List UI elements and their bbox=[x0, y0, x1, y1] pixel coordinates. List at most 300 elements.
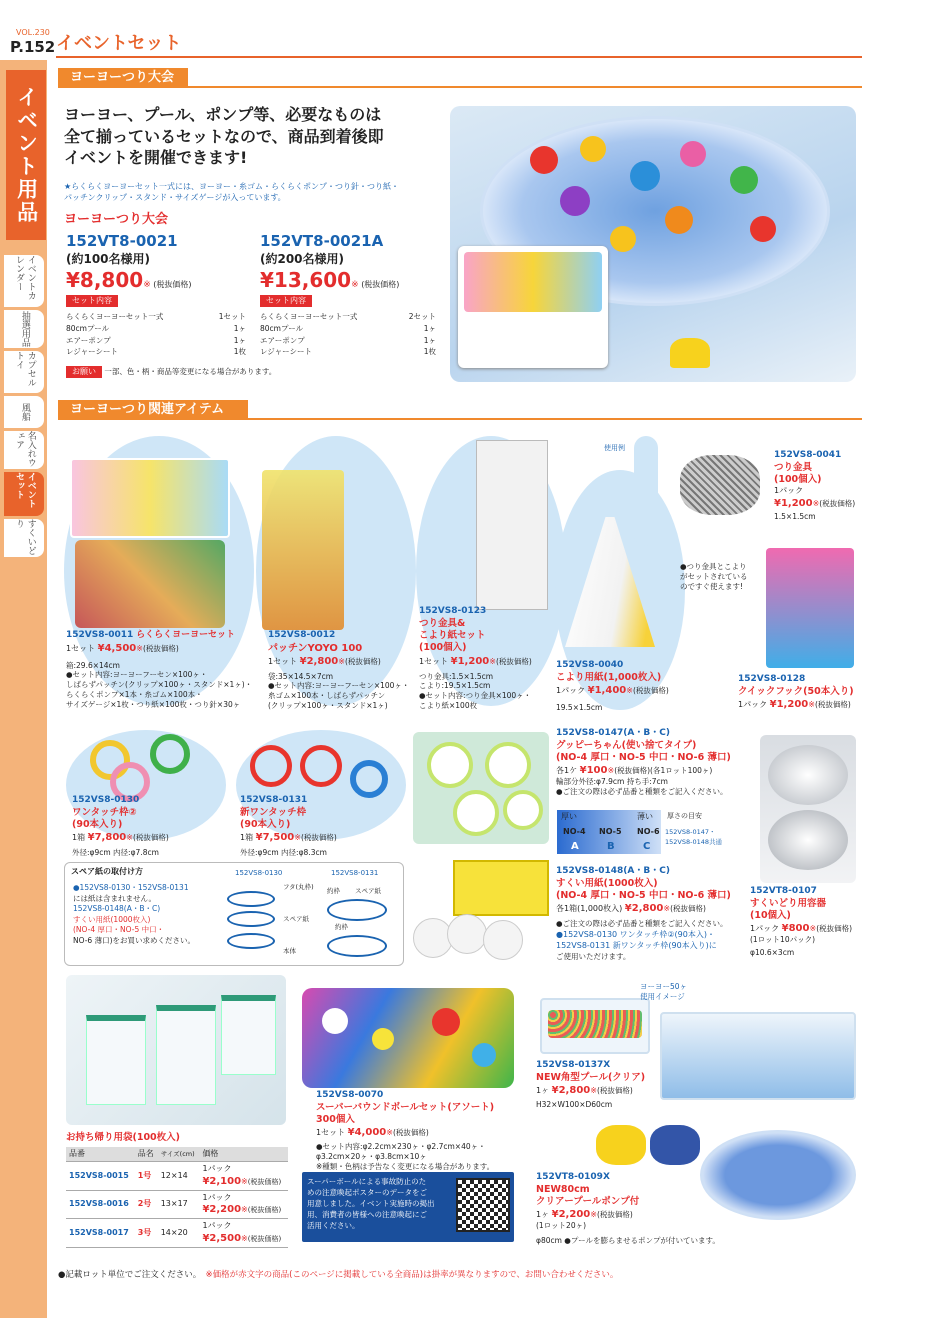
cell-price: ¥2,100 bbox=[202, 1175, 242, 1187]
product-size: 外径:φ9cm 内径:φ7.8cm bbox=[72, 848, 159, 858]
product-size: 外径:φ9cm 内径:φ8.3cm bbox=[240, 848, 327, 858]
thick-label: 厚い bbox=[561, 812, 577, 821]
pump-icon bbox=[596, 1125, 646, 1165]
diagram-ring bbox=[327, 899, 387, 921]
ball-icon bbox=[472, 1043, 496, 1067]
product-price: ¥100 bbox=[579, 765, 608, 777]
product-qty: 1セット bbox=[316, 1128, 346, 1138]
note-line: ●つり金具とこより bbox=[680, 562, 747, 571]
product-name: (100個入) bbox=[419, 642, 467, 654]
set-item: らくらくヨーヨーセット一式 1セット bbox=[66, 312, 246, 322]
scoop-frame bbox=[150, 734, 190, 774]
product-name: すくい用紙(1000枚入) bbox=[556, 877, 658, 889]
section-rule bbox=[58, 86, 862, 88]
product-price: ¥2,800 bbox=[624, 903, 664, 915]
diagram-ring bbox=[227, 933, 275, 949]
product-price: ¥800 bbox=[781, 923, 810, 935]
set-a: 152VT8-0021 (約100名様用) ¥8,800※ (税抜価格) セット内容 らくらくヨーヨーセット一式 1セット 80cmプール 1ヶ エアーポンプ 1ヶ レジャーシート 1枚 bbox=[66, 232, 246, 357]
guppy-net bbox=[503, 790, 543, 830]
set-a-label: セット内容 bbox=[66, 295, 118, 307]
product-onetouch-2: 152VS8-0130 ワンタッチ枠② (90本入り) 1箱 ¥7,800※(税抜価格) 外径:φ9cm 内径:φ7.8cm bbox=[72, 795, 232, 858]
product-detail: ご使用いただけます。 bbox=[556, 951, 631, 961]
bounce-ball-photo bbox=[302, 988, 514, 1088]
product-qty: 各1ケ bbox=[556, 766, 578, 776]
product-detail: ●セット内容:つり金具×100ヶ・ bbox=[419, 691, 532, 701]
poster-line: 活用ください。 bbox=[307, 1220, 360, 1230]
usage-label: 使用例 bbox=[604, 444, 625, 452]
product-tax: (税抜価格) bbox=[816, 924, 853, 934]
set-item: らくらくヨーヨーセット一式 2セット bbox=[260, 312, 436, 322]
intro-line: イベントを開催できます! bbox=[64, 148, 248, 168]
product-qty: 1パック bbox=[750, 924, 780, 934]
product-qty: 1ヶ bbox=[536, 1086, 550, 1096]
yoyo-balloon bbox=[530, 146, 558, 174]
product-qty: 1パック bbox=[556, 686, 586, 696]
product-tax: (税抜価格) bbox=[142, 643, 179, 653]
col-name: 品名 bbox=[135, 1147, 158, 1162]
set-item: 80cmプール 1ヶ bbox=[66, 324, 246, 334]
grade-c: C bbox=[643, 841, 651, 852]
spare-line: ●152VS8-0130・152VS8-0131 bbox=[73, 883, 189, 892]
notice-row bbox=[66, 366, 276, 378]
set-item: 80cmプール 1ヶ bbox=[260, 324, 436, 334]
header-rule bbox=[56, 56, 862, 58]
thin-label: 薄い bbox=[637, 812, 653, 821]
product-name: クリアープールポンプ付 bbox=[536, 1196, 640, 1208]
product-name: クイックフック(50本入り) bbox=[738, 685, 854, 697]
bags-table bbox=[66, 1147, 288, 1248]
quick-hook-pack bbox=[766, 548, 854, 668]
product-detail: 糸ゴム×100本・しばらずパッチン bbox=[268, 691, 386, 701]
product-tax: (税抜価格) bbox=[392, 1128, 429, 1138]
col-code: 品番 bbox=[66, 1147, 135, 1162]
folded-pool-icon bbox=[650, 1125, 700, 1165]
cell-tax: (税抜価格) bbox=[247, 1177, 282, 1186]
scoop-paper-box bbox=[453, 860, 549, 916]
product-code: 152VS8-0131 bbox=[240, 795, 308, 805]
bag-icon bbox=[86, 1015, 146, 1105]
hook-pile bbox=[680, 455, 760, 515]
box-graphic bbox=[464, 252, 602, 312]
product-detail: ●ご注文の際は必ず品番と種類をご記入ください。 bbox=[556, 787, 728, 797]
product-quick-hook: 152VS8-0128 クイックフック(50本入り) 1パック ¥1,200※(税抜価格) bbox=[738, 674, 863, 711]
poster-line: スーパーボールによる事故防止のた bbox=[307, 1177, 427, 1186]
pool-large bbox=[660, 1012, 856, 1100]
table-header bbox=[66, 1147, 288, 1162]
product-name: (100個入) bbox=[774, 474, 822, 486]
set-b-sub: (約200名様用) bbox=[260, 251, 345, 266]
spare-line: NO-6 薄口)をお買い求めください。 bbox=[73, 935, 196, 945]
product-detail: 袋:35×14.5×7cm bbox=[268, 671, 334, 681]
product-name: 300個入 bbox=[316, 1114, 355, 1126]
tab-event-calendar[interactable]: イベントカレンダー bbox=[4, 255, 44, 307]
cell-code: 152VS8-0015 bbox=[66, 1162, 135, 1190]
set-a-items bbox=[66, 311, 246, 358]
yoyo-set-box bbox=[70, 458, 230, 538]
footer-red-text: ※価格が赤文字の商品(このページに掲載している全商品)は掛率が異なりますので、お問い合わせください。 bbox=[205, 1270, 619, 1280]
bags-photo bbox=[66, 975, 286, 1125]
part-label: 約枠 bbox=[335, 923, 348, 931]
set-box-photo bbox=[458, 246, 608, 368]
product-name: (10個入) bbox=[750, 910, 791, 922]
grade-a: A bbox=[571, 841, 579, 852]
product-hook: 152VS8-0041 つり金具 (100個入) 1パック ¥1,200※(税抜価格) 1.5×1.5cm bbox=[774, 450, 864, 522]
product-tax: (税抜価格) bbox=[344, 656, 381, 666]
product-new-onetouch: 152VS8-0131 新ワンタッチ枠 (90本入り) 1箱 ¥7,500※(税抜価格) 外径:φ9cm 内径:φ8.3cm bbox=[240, 795, 400, 858]
spare-text bbox=[73, 883, 223, 946]
product-qty: 1ヶ bbox=[536, 1210, 550, 1220]
round-pool bbox=[700, 1130, 856, 1220]
intro-note bbox=[64, 181, 399, 203]
yoyo-balloon bbox=[560, 186, 590, 216]
product-hook-kogori-set: 152VS8-0123 つり金具& こより紙セット (100個入) 1セット ¥1,200※(税抜価格) つり金具:1.5×1.5cm こより:19.5×1.5cm ●セット内容:つり金具×100ヶ・ こより紙×100枚 bbox=[419, 606, 559, 711]
product-price: ¥4,500 bbox=[97, 642, 137, 654]
yoyo-balloon bbox=[580, 136, 606, 162]
product-detail: ●152VS8-0130 ワンタッチ枠②(90本入)・ bbox=[556, 930, 715, 940]
product-detail: こより紙×100枚 bbox=[419, 700, 478, 710]
tray-icon bbox=[768, 745, 848, 805]
product-unit: (1ロット10パック) bbox=[750, 935, 816, 945]
cell-tax: (税抜価格) bbox=[247, 1206, 282, 1215]
ball-icon bbox=[372, 1028, 394, 1050]
product-qty: 1パック bbox=[774, 486, 804, 496]
product-tax: (税抜価格) bbox=[596, 1086, 633, 1096]
part-label: 本体 bbox=[283, 947, 296, 955]
diagram-code: 152VS8-0130 bbox=[235, 869, 283, 877]
intro-note-line: ★らくらくヨーヨーセット一式には、ヨーヨー・糸ゴム・らくらくポンプ・つり針・つり紙・ bbox=[64, 182, 400, 191]
bags-title: お持ち帰り用袋(100枚入) bbox=[66, 1132, 181, 1143]
scoop-frame bbox=[300, 745, 342, 787]
product-name: こより用紙(1,000枚入) bbox=[556, 671, 662, 683]
product-price: ¥1,200 bbox=[450, 655, 490, 667]
guppy-net bbox=[427, 742, 473, 788]
note-line: がセットされている bbox=[680, 571, 748, 581]
guide-ref: 152VS8-0147・ bbox=[665, 828, 716, 836]
product-code: 152VS8-0070 bbox=[316, 1090, 384, 1100]
product-name: スーパーバウンドボールセット(アソート) bbox=[316, 1101, 495, 1113]
product-name: つり金具& bbox=[419, 617, 466, 629]
scoop-frame bbox=[250, 745, 292, 787]
product-bounce-ball: 152VS8-0070 スーパーバウンドボールセット(アソート) 300個入 1セット ¥4,000※(税抜価格) ●セット内容:φ2.2cm×230ヶ・φ2.7cm×40ヶ・ φ3.2cm×20ヶ・φ3.8cm×10ヶ ※種類・色柄は予告なく変更になる場合があります。 bbox=[316, 1090, 516, 1172]
set-item: エアーポンプ 1ヶ bbox=[260, 335, 436, 345]
product-code: 152VS8-0130 bbox=[72, 795, 140, 805]
product-tax: (税抜価格) bbox=[132, 833, 169, 843]
spare-line: 152VS8-0148(A・B・C) bbox=[73, 904, 161, 913]
product-round-pool: 152VT8-0109X NEW80cm クリアープールポンプ付 1ヶ ¥2,200※(税抜価格) (1ロット20ヶ) bbox=[536, 1172, 686, 1231]
product-name: らくらくヨーヨーセット bbox=[136, 630, 235, 640]
product-detail: (クリップ×100ヶ・スタンド×1ヶ) bbox=[268, 700, 388, 710]
product-tax: (税抜価格) bbox=[300, 833, 337, 843]
product-tax: (税抜価格) bbox=[670, 904, 706, 914]
product-name: こより紙セット bbox=[419, 630, 486, 642]
guppy-photo bbox=[413, 732, 549, 844]
product-tax: (税抜価格) bbox=[814, 700, 851, 710]
side-title: イベント用品 bbox=[6, 70, 46, 240]
no6: NO-6 bbox=[637, 827, 660, 836]
section-title-yoyo-event: ヨーヨーつり大会 bbox=[58, 68, 188, 88]
ball-icon bbox=[432, 1008, 460, 1036]
page-number: P.152 bbox=[10, 38, 56, 56]
container-photo bbox=[760, 735, 856, 883]
product-code: 152VS8-0148(A・B・C) bbox=[556, 866, 670, 876]
product-code: 152VT8-0109X bbox=[536, 1172, 610, 1182]
product-name: NEW80cm bbox=[536, 1183, 590, 1195]
product-qty: 各1箱(1,000枚入) bbox=[556, 904, 623, 914]
product-size: φ80cm ●プールを膨らませるポンプが付いています。 bbox=[536, 1236, 720, 1245]
yoyo-balloon bbox=[680, 141, 706, 167]
volume-label: VOL.230 bbox=[16, 28, 50, 37]
usage-example bbox=[634, 436, 658, 546]
product-code: 152VS8-0137X bbox=[536, 1060, 611, 1070]
spare-title: スペア紙の取付け方 bbox=[71, 867, 143, 876]
table-row: 152VS8-0015 1号 12×14 1パック ¥2,100※(税抜価格) bbox=[66, 1162, 288, 1190]
product-tax: (税抜価格) bbox=[819, 498, 856, 508]
yoyo-balloon bbox=[610, 226, 636, 252]
cell-price: ¥2,500 bbox=[202, 1232, 242, 1244]
scoop-paper-photo bbox=[413, 856, 558, 960]
product-detail: ●セット内容:ヨーヨーフーセン×100ヶ・ bbox=[268, 681, 410, 691]
product-size: 1.5×1.5cm bbox=[774, 511, 816, 521]
yoyo-balloon bbox=[630, 161, 660, 191]
col-size: サイズ(cm) bbox=[158, 1147, 200, 1162]
section-title-related-items: ヨーヨーつり関連アイテム bbox=[58, 400, 248, 420]
product-scoop-paper: 152VS8-0148(A・B・C) すくい用紙(1000枚入) (NO-4 厚口・NO-5 中口・NO-6 薄口) 各1箱(1,000枚入) ¥2,800※(税抜価格) ●ご注文の際は必ず品番と種類をご記入ください。 ●152VS8-0130 ワンタッチ枠②(90本入)・ 152VS8-0131 新ワンタッチ枠(90本入り)に ご使用いただけます。 bbox=[556, 866, 756, 961]
product-name: (NO-4 厚口・NO-5 中口・NO-6 薄口) bbox=[556, 890, 731, 902]
pool-balls bbox=[548, 1010, 642, 1038]
product-kogori-paper: 152VS8-0040 こより用紙(1,000枚入) 1パック ¥1,400※(税抜価格) 19.5×1.5cm bbox=[556, 660, 696, 713]
product-name: グッピーちゃん(使い捨てタイプ) bbox=[556, 739, 697, 751]
product-qty: 1セット bbox=[419, 656, 449, 666]
product-yoyo-set: 152VS8-0011 らくらくヨーヨーセット 1セット ¥4,500※(税抜価格) 箱:29.6×14cm ●セット内容:ヨーヨーフーセン×100ヶ・ しばらずパッチン(クリップ×100ヶ・スタンド×1ヶ)・ らくらくポンプ×1本・糸ゴム×100本・ サイズゲージ×1枚・つり紙×100枚・つり針×30ヶ bbox=[66, 630, 261, 709]
poster-line: めの注意喚起ポスターのデータをご bbox=[307, 1187, 427, 1197]
hook-set-bag bbox=[476, 440, 548, 610]
product-qty: 1箱 bbox=[72, 833, 86, 843]
product-detail: しばらずパッチン(クリップ×100ヶ・スタンド×1ヶ)・ bbox=[66, 680, 253, 690]
scoop-frame bbox=[350, 760, 388, 798]
grade-b: B bbox=[607, 841, 615, 852]
product-detail: ●セット内容:ヨーヨーフーセン×100ヶ・ bbox=[66, 670, 208, 680]
set-b-items bbox=[260, 311, 436, 358]
tab-balloon[interactable]: 風船 bbox=[4, 396, 44, 428]
set-b-code: 152VT8-0021A bbox=[260, 232, 384, 250]
set-a-code: 152VT8-0021 bbox=[66, 232, 178, 250]
product-qty: 1箱 bbox=[240, 833, 254, 843]
yoyo-balloon bbox=[730, 166, 758, 194]
tab-event-set[interactable]: イベントセット bbox=[4, 472, 44, 516]
table-row: 152VS8-0016 2号 13×17 1パック ¥2,200※(税抜価格) bbox=[66, 1190, 288, 1218]
cell-size: 12×14 bbox=[158, 1162, 200, 1190]
cell-price: ¥2,200 bbox=[202, 1204, 242, 1216]
product-price: ¥1,200 bbox=[774, 497, 813, 509]
usage-label: ヨーヨー50ヶ bbox=[640, 982, 688, 991]
guppy-net bbox=[485, 742, 531, 788]
product-code: 152VS8-0041 bbox=[774, 450, 842, 460]
product-price: ¥2,800 bbox=[299, 655, 339, 667]
product-price: ¥2,800 bbox=[551, 1085, 591, 1097]
cell-name: 3号 bbox=[135, 1219, 158, 1247]
intro-line: 全て揃っているセットなので、商品到着後即 bbox=[64, 126, 384, 146]
tab-lottery[interactable]: 抽選用品 bbox=[4, 310, 44, 348]
set-item: エアーポンプ 1ヶ bbox=[66, 335, 246, 345]
tray-icon bbox=[768, 810, 848, 870]
bag-icon bbox=[221, 995, 276, 1075]
product-code: 152VS8-0012 bbox=[268, 630, 336, 640]
guppy-net bbox=[453, 790, 499, 836]
diagram-ring bbox=[227, 891, 275, 907]
product-name: (90本入り) bbox=[240, 819, 291, 831]
product-size: H32×W100×D60cm bbox=[536, 1100, 613, 1110]
product-name: つり金具 bbox=[774, 461, 813, 473]
thickness-guide bbox=[557, 810, 737, 854]
cell-size: 13×17 bbox=[158, 1190, 200, 1218]
paper-sheet bbox=[447, 914, 487, 954]
part-label: スペア紙 bbox=[355, 887, 381, 895]
yoyo-set-contents bbox=[75, 540, 225, 628]
spare-line: (NO-4 厚口・NO-5 中口・ bbox=[73, 925, 165, 934]
ball-icon bbox=[322, 1008, 348, 1034]
product-patchin-yoyo: 152VS8-0012 パッチンYOYO 100 1セット ¥2,800※(税抜価格) 袋:35×14.5×7cm ●セット内容:ヨーヨーフーセン×100ヶ・ 糸ゴム×100本・しばらずパッチン (クリップ×100ヶ・スタンド×1ヶ) bbox=[268, 630, 428, 711]
product-tax: (税抜価格) bbox=[495, 656, 532, 666]
set-b-tax: (税抜価格) bbox=[361, 280, 400, 290]
guide-label: 厚さの目安 bbox=[667, 812, 702, 820]
product-tax: (税抜価格) bbox=[632, 686, 669, 696]
page-title: イベントセット bbox=[56, 33, 182, 54]
spare-line: には紙は含まれません。 bbox=[73, 893, 156, 903]
intro-line: ヨーヨー、プール、ポンプ等、必要なものは bbox=[64, 105, 382, 124]
intro-lead bbox=[64, 104, 384, 169]
notice-text: 一部、色・柄・商品等変更になる場合があります。 bbox=[104, 367, 277, 376]
product-detail: ●ご注文の際は必ず品番と種類をご記入ください。 bbox=[556, 919, 728, 929]
footer-text: ●記載ロット単位でご注文ください。 bbox=[58, 1270, 197, 1280]
qr-code-icon[interactable] bbox=[456, 1178, 510, 1232]
set-a-sub: (約100名様用) bbox=[66, 251, 151, 266]
part-label: フタ(丸枠) bbox=[283, 883, 314, 891]
poster-text bbox=[307, 1177, 447, 1231]
note-line: のですぐ使えます! bbox=[680, 581, 744, 591]
product-price: ¥1,200 bbox=[769, 699, 809, 711]
product-detail: らくらくポンプ×1本・糸ゴム×100本・ bbox=[66, 689, 203, 699]
product-name: ワンタッチ枠② bbox=[72, 806, 137, 818]
product-qty: 1セット bbox=[268, 656, 298, 666]
col-price: 価格 bbox=[199, 1147, 288, 1162]
guide-ref: 152VS8-0148共通 bbox=[665, 838, 723, 846]
cell-name: 1号 bbox=[135, 1162, 158, 1190]
product-code: 152VS8-0128 bbox=[738, 674, 806, 684]
product-name: NEW角型プール(クリア) bbox=[536, 1071, 646, 1083]
product-code: 152VS8-0123 bbox=[419, 606, 487, 616]
set-item: レジャーシート 1枚 bbox=[66, 347, 246, 357]
product-price: ¥7,800 bbox=[87, 832, 127, 844]
cell-size: 14×20 bbox=[158, 1219, 200, 1247]
cell-code: 152VS8-0017 bbox=[66, 1219, 135, 1247]
product-name: (90本入り) bbox=[72, 819, 123, 831]
set-b: 152VT8-0021A (約200名様用) ¥13,600※ (税抜価格) セット内容 らくらくヨーヨーセット一式 2セット 80cmプール 1ヶ エアーポンプ 1ヶ レジャーシート 1枚 bbox=[260, 232, 436, 357]
product-code: 152VT8-0107 bbox=[750, 886, 817, 896]
spare-paper-box bbox=[64, 862, 404, 966]
set-item: レジャーシート 1枚 bbox=[260, 347, 436, 357]
product-name: 新ワンタッチ枠 bbox=[240, 806, 307, 818]
yoyo-balloon bbox=[665, 206, 693, 234]
pump-icon bbox=[670, 338, 710, 368]
no4: NO-4 bbox=[563, 827, 586, 836]
product-detail: 152VS8-0131 新ワンタッチ枠(90本入り)に bbox=[556, 941, 717, 951]
product-code: 152VS8-0011 bbox=[66, 630, 134, 640]
cell-name: 2号 bbox=[135, 1190, 158, 1218]
product-price: ¥2,200 bbox=[551, 1209, 591, 1221]
yoyo-balloon bbox=[750, 216, 776, 242]
section-rule bbox=[58, 418, 862, 420]
poster-line: 用意しました。イベント実施時の掲出 bbox=[307, 1198, 435, 1208]
cell-tax: (税抜価格) bbox=[247, 1234, 282, 1243]
quick-hook-note bbox=[680, 562, 770, 591]
table-row: 152VS8-0017 3号 14×20 1パック ¥2,500※(税抜価格) bbox=[66, 1219, 288, 1247]
product-guppy: 152VS8-0147(A・B・C) グッピーちゃん(使い捨てタイプ) (NO-4 厚口・NO-5 中口・NO-6 薄口) 各1ケ ¥100※(税抜価格)(各1ロット100ヶ) 輪部分外径:φ7.9cm 持ち手:7cm ●ご注文の際は必ず品番と種類をご記入ください。 bbox=[556, 728, 756, 797]
usage-label: 使用イメージ bbox=[640, 992, 685, 1001]
cell-qty: 1パック bbox=[202, 1221, 232, 1231]
no5: NO-5 bbox=[599, 827, 622, 836]
product-detail: ●セット内容:φ2.2cm×230ヶ・φ2.7cm×40ヶ・ bbox=[316, 1142, 486, 1152]
cell-qty: 1パック bbox=[202, 1164, 232, 1174]
set-a-tax: (税抜価格) bbox=[153, 280, 192, 290]
product-detail: 箱:29.6×14cm bbox=[66, 660, 120, 670]
product-scoop-container: 152VT8-0107 すくいどり用容器 (10個入) 1パック ¥800※(税抜価格) (1ロット10パック) φ10.6×3cm bbox=[750, 886, 860, 958]
set-name: ヨーヨーつり大会 bbox=[64, 212, 169, 227]
set-a-price: ¥8,800 bbox=[66, 268, 144, 293]
product-tax: (税抜価格) bbox=[596, 1210, 633, 1220]
tab-scoop[interactable]: すくいどり bbox=[4, 519, 44, 557]
product-square-pool: 152VS8-0137X NEW角型プール(クリア) 1ヶ ¥2,800※(税抜価格) H32×W100×D60cm bbox=[536, 1060, 666, 1110]
product-qty: 1セット bbox=[66, 643, 96, 653]
product-price: ¥7,500 bbox=[255, 832, 295, 844]
paper-sheet bbox=[483, 920, 523, 960]
diagram-code: 152VS8-0131 bbox=[331, 869, 379, 877]
product-code: 152VS8-0147(A・B・C) bbox=[556, 728, 670, 738]
diagram-ring bbox=[227, 911, 275, 927]
footer-note bbox=[58, 1270, 618, 1281]
poster-line: 用、消費者の皆様への注意喚起にご bbox=[307, 1209, 427, 1219]
product-detail: サイズゲージ×1枚・つり紙×100枚・つり針×30ヶ bbox=[66, 699, 241, 709]
notice-tag: お願い bbox=[66, 366, 102, 378]
product-price: ¥4,000 bbox=[347, 1127, 387, 1139]
product-name: パッチンYOYO 100 bbox=[268, 642, 363, 654]
tab-name-wear[interactable]: 名入れウェア bbox=[4, 431, 44, 469]
product-qty: 1パック bbox=[738, 700, 768, 710]
cell-code: 152VS8-0016 bbox=[66, 1190, 135, 1218]
set-b-price: ¥13,600 bbox=[260, 268, 352, 293]
product-name: (NO-4 厚口・NO-5 中口・NO-6 薄口) bbox=[556, 752, 731, 764]
spare-line: すくい用紙(1000枚入) bbox=[73, 914, 151, 924]
product-unit: (1ロット20ヶ) bbox=[536, 1221, 587, 1231]
bag-icon bbox=[156, 1005, 216, 1105]
product-size: φ10.6×3cm bbox=[750, 948, 795, 958]
product-price: ¥1,400 bbox=[587, 685, 627, 697]
part-label: スペア紙 bbox=[283, 915, 309, 923]
diagram-ring bbox=[327, 935, 387, 957]
intro-note-line: パッチンクリップ・スタンド・サイズゲージが入っています。 bbox=[64, 193, 286, 203]
cell-qty: 1パック bbox=[202, 1192, 232, 1202]
product-detail: こより:19.5×1.5cm bbox=[419, 681, 491, 691]
product-detail: 輪部分外径:φ7.9cm 持ち手:7cm bbox=[556, 777, 668, 787]
product-tax: (税抜価格)(各1ロット100ヶ) bbox=[614, 766, 713, 776]
product-name: すくいどり用容器 bbox=[750, 897, 827, 909]
poster-box[interactable] bbox=[302, 1172, 514, 1242]
tab-capsule-toy[interactable]: カプセルトイ bbox=[4, 351, 44, 393]
product-detail: φ3.2cm×20ヶ・φ3.8cm×10ヶ bbox=[316, 1152, 427, 1162]
product-code: 152VS8-0040 bbox=[556, 660, 624, 670]
product-detail: ※種類・色柄は予告なく変更になる場合があります。 bbox=[316, 1161, 495, 1171]
product-size: 19.5×1.5cm bbox=[556, 703, 603, 713]
set-b-label: セット内容 bbox=[260, 295, 312, 307]
